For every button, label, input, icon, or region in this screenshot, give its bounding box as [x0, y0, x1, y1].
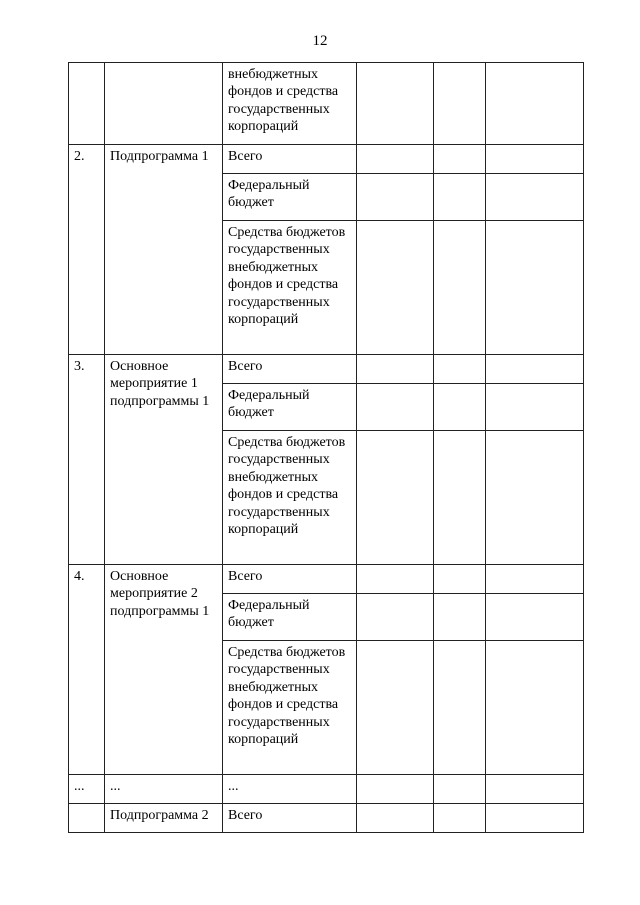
empty-cell — [357, 641, 434, 775]
empty-cell — [434, 221, 486, 355]
row-number-cell: ... — [69, 775, 105, 804]
funding-source-cell: ... — [223, 775, 357, 804]
empty-cell — [486, 594, 584, 641]
empty-cell — [486, 355, 584, 384]
row-number-cell: 4. — [69, 565, 105, 775]
empty-cell — [486, 174, 584, 221]
table-row — [69, 145, 584, 174]
empty-cell — [486, 145, 584, 174]
table-row — [69, 63, 584, 145]
funding-source-cell: Федеральный бюджет — [223, 384, 357, 431]
page-number: 12 — [312, 33, 328, 49]
program-name-cell — [105, 63, 223, 145]
program-name-cell: Основное мероприятие 2 подпрограммы 1 — [105, 565, 223, 775]
funding-source-cell: Федеральный бюджет — [223, 594, 357, 641]
funding-source-cell: Федеральный бюджет — [223, 174, 357, 221]
empty-cell — [357, 145, 434, 174]
empty-cell — [434, 63, 486, 145]
empty-cell — [357, 174, 434, 221]
row-number-cell — [69, 63, 105, 145]
funding-source-cell: Всего — [223, 565, 357, 594]
empty-cell — [434, 594, 486, 641]
empty-cell — [486, 775, 584, 804]
row-number-cell — [69, 804, 105, 833]
program-name-cell: Подпрограмма 2 — [105, 804, 223, 833]
table-row — [69, 565, 584, 594]
program-name-cell: Основное мероприятие 1 подпрограммы 1 — [105, 355, 223, 565]
empty-cell — [486, 63, 584, 145]
funding-source-cell: Всего — [223, 145, 357, 174]
table-row — [69, 775, 584, 804]
funding-source-cell: Всего — [223, 355, 357, 384]
empty-cell — [357, 63, 434, 145]
empty-cell — [486, 221, 584, 355]
empty-cell — [486, 804, 584, 833]
budget-table — [68, 62, 584, 833]
empty-cell — [434, 775, 486, 804]
program-name-cell: ... — [105, 775, 223, 804]
funding-source-cell: Средства бюджетов государственных внебюджетных фондов и средства государственных корпораций — [223, 221, 357, 355]
empty-cell — [357, 355, 434, 384]
funding-source-cell: Средства бюджетов государственных внебюджетных фондов и средства государственных корпораций — [223, 641, 357, 775]
empty-cell — [434, 355, 486, 384]
empty-cell — [434, 804, 486, 833]
empty-cell — [357, 565, 434, 594]
row-number-cell: 3. — [69, 355, 105, 565]
empty-cell — [486, 641, 584, 775]
table-row — [69, 355, 584, 384]
row-number-cell: 2. — [69, 145, 105, 355]
funding-source-cell: Средства бюджетов государственных внебюджетных фондов и средства государственных корпораций — [223, 431, 357, 565]
empty-cell — [357, 384, 434, 431]
empty-cell — [434, 641, 486, 775]
empty-cell — [357, 775, 434, 804]
empty-cell — [434, 565, 486, 594]
empty-cell — [434, 174, 486, 221]
funding-source-cell: внебюджетных фондов и средства государственных корпораций — [223, 63, 357, 145]
empty-cell — [357, 804, 434, 833]
program-name-cell: Подпрограмма 1 — [105, 145, 223, 355]
empty-cell — [357, 594, 434, 641]
table-row — [69, 804, 584, 833]
empty-cell — [357, 221, 434, 355]
empty-cell — [486, 431, 584, 565]
empty-cell — [486, 565, 584, 594]
funding-source-cell: Всего — [223, 804, 357, 833]
empty-cell — [486, 384, 584, 431]
empty-cell — [357, 431, 434, 565]
empty-cell — [434, 384, 486, 431]
empty-cell — [434, 431, 486, 565]
empty-cell — [434, 145, 486, 174]
